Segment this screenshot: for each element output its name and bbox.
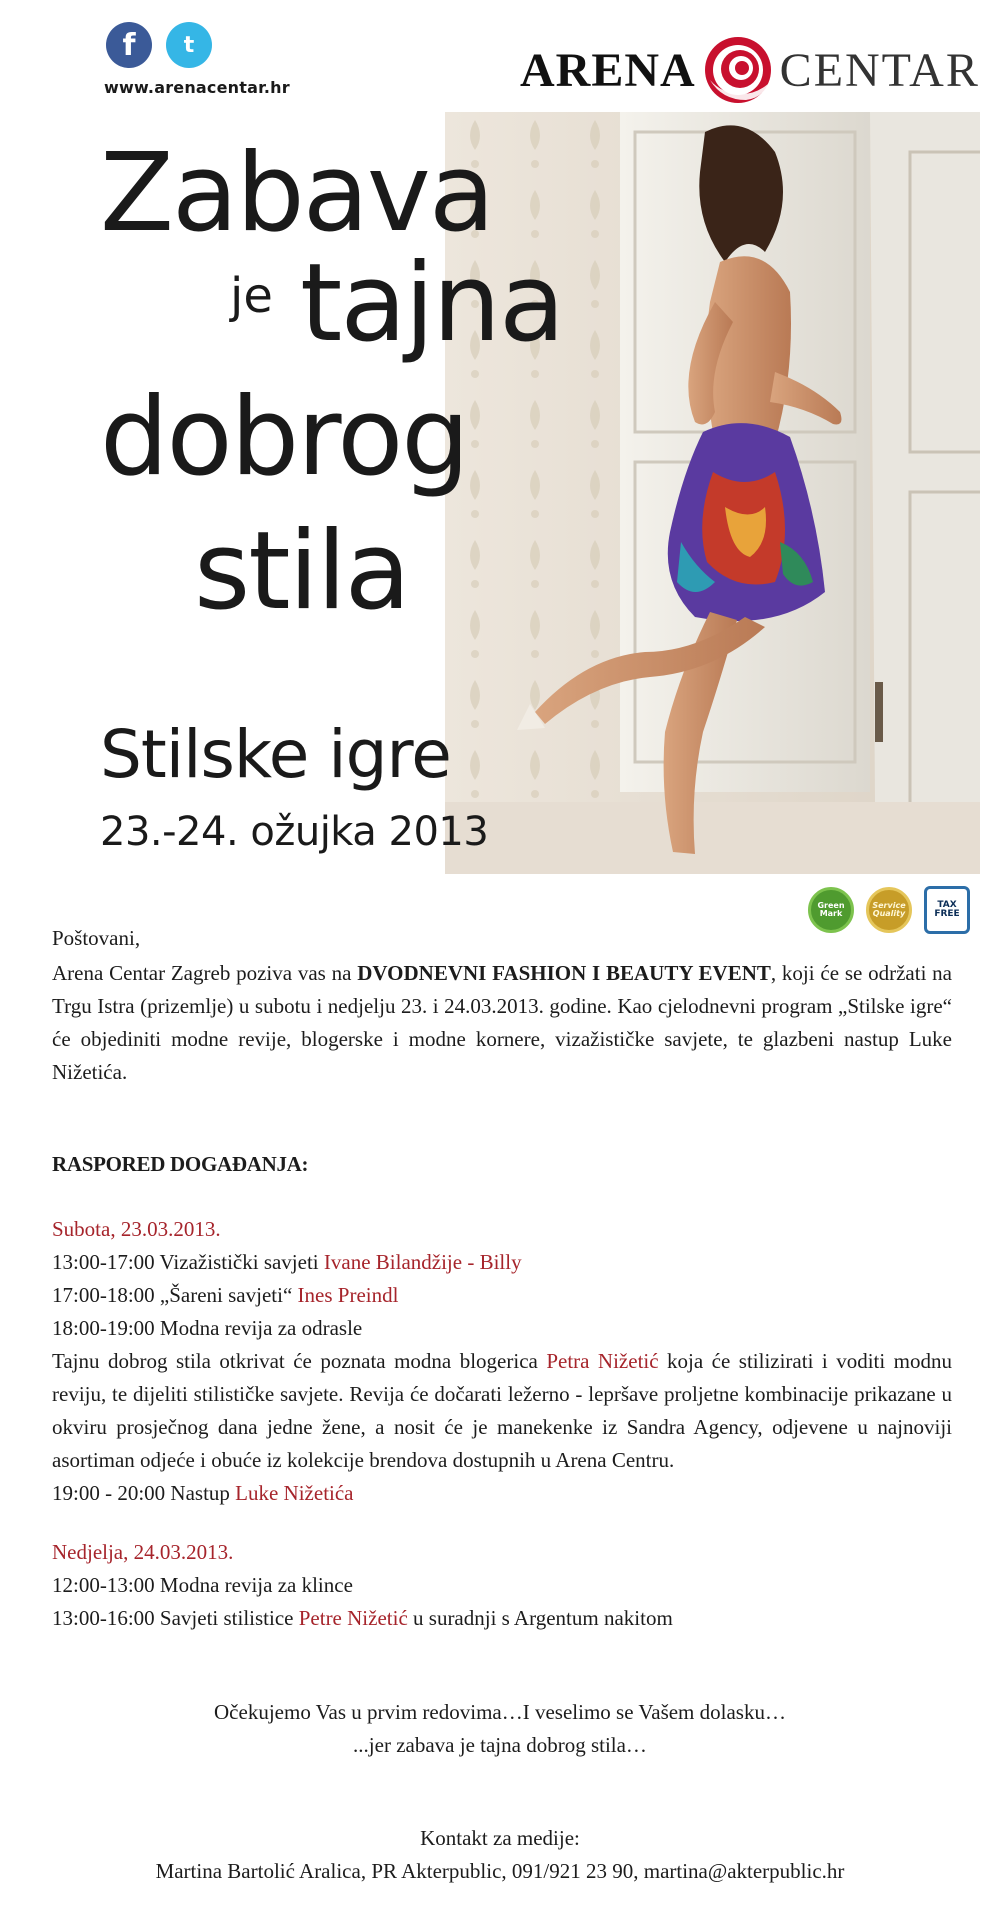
spiral-logo-icon (702, 34, 774, 106)
schedule-day-saturday (52, 1213, 952, 1510)
media-contact-heading: Kontakt za medije: (420, 1826, 580, 1850)
intro-event-name: DVODNEVNI FASHION I BEAUTY EVENT (357, 961, 771, 985)
desc-text-end: koja će stilizirati i voditi modnu reviju, te dijeliti stilističke savjete. Revija će dočarati ležerno - lepršave proljetne kombinacije prikazane u okviru prosječnog dana jedne žene, a nosit će je manekenke iz Sandra Agency, odjevene u najnoviji asortiman odjeće i obuće iz kolekcije brendova dostupnih u Arena Centru. (52, 1349, 952, 1472)
headline-line-1: Zabava (100, 131, 493, 256)
closing-line-2: ...jer zabava je tajna dobrog stila… (353, 1733, 647, 1757)
item-text: 19:00 - 20:00 Nastup (52, 1481, 236, 1505)
logo-text-left: ARENA (520, 43, 696, 97)
day-title: Subota, 23.03.2013. (52, 1217, 221, 1241)
schedule-item (52, 1477, 952, 1510)
green-mark-badge: Green Mark (808, 887, 854, 933)
greeting: Poštovani, (52, 926, 141, 950)
schedule-item (52, 1279, 952, 1312)
item-text: 17:00-18:00 „Šareni savjeti“ (52, 1283, 298, 1307)
logo-text-right: CENTAR (779, 43, 980, 97)
website-link[interactable]: www.arenacentar.hr (104, 78, 290, 97)
day-title: Nedjelja, 24.03.2013. (52, 1540, 234, 1564)
media-contact-details: Martina Bartolić Aralica, PR Akterpublic, 091/921 23 90, martina@akterpublic.hr (155, 1859, 845, 1883)
headline-word-je: je (230, 268, 273, 324)
schedule-heading: RASPORED DOGAĐANJA: (52, 1152, 309, 1176)
arena-centar-logo (520, 30, 980, 110)
item-highlight: Petre Nižetić (298, 1606, 408, 1630)
social-links (106, 22, 212, 68)
item-highlight: Ines Preindl (297, 1283, 399, 1307)
desc-text-start: Tajnu dobrog stila otkrivat će poznata modna blogerica (52, 1349, 547, 1373)
intro-paragraph (52, 957, 952, 1089)
schedule-item: 12:00-13:00 Modna revija za klince (52, 1573, 353, 1597)
fashion-show-description (52, 1345, 952, 1477)
event-subtitle: Stilske igre (100, 716, 451, 793)
headline-line-4: stila (194, 509, 409, 634)
item-text: 13:00-16:00 Savjeti stilistice (52, 1606, 299, 1630)
event-date: 23.-24. ožujka 2013 (100, 809, 489, 855)
schedule-item (52, 1602, 952, 1635)
hero-banner (100, 112, 980, 874)
woman-wardrobe-photo (445, 112, 980, 874)
schedule-item (52, 1246, 952, 1279)
tax-free-badge: TAX FREE (924, 886, 970, 934)
facebook-icon[interactable]: f (106, 22, 152, 68)
item-highlight: Ivane Bilandžije - Billy (323, 1250, 522, 1274)
closing-line-1: Očekujemo Vas u prvim redovima…I veselimo se Vašem dolasku… (214, 1700, 786, 1724)
desc-highlight: Petra Nižetić (546, 1349, 659, 1373)
schedule-item: 18:00-19:00 Modna revija za odrasle (52, 1316, 363, 1340)
intro-text-end: , koji će se održati na Trgu Istra (prizemlje) u subotu i nedjelju 23. i 24.03.2013. godine. Kao cjelodnevni program „Stilske igre“ će objediniti modne revije, blogerske i modne kornere, vizažističke savjete, te glazbeni nastup Luke Nižetića. (52, 961, 953, 1084)
item-text: 13:00-17:00 Vizažistički savjeti (52, 1250, 324, 1274)
item-text-end: u suradnji s Argentum nakitom (407, 1606, 673, 1630)
item-highlight: Luke Nižetića (235, 1481, 354, 1505)
intro-text-start: Arena Centar Zagreb poziva vas na (52, 961, 358, 985)
headline-line-2: tajna (300, 241, 564, 366)
twitter-icon[interactable]: t (166, 22, 212, 68)
headline-line-3: dobrog (100, 375, 468, 500)
service-quality-badge: Service Quality (866, 887, 912, 933)
schedule-day-sunday (52, 1536, 952, 1635)
